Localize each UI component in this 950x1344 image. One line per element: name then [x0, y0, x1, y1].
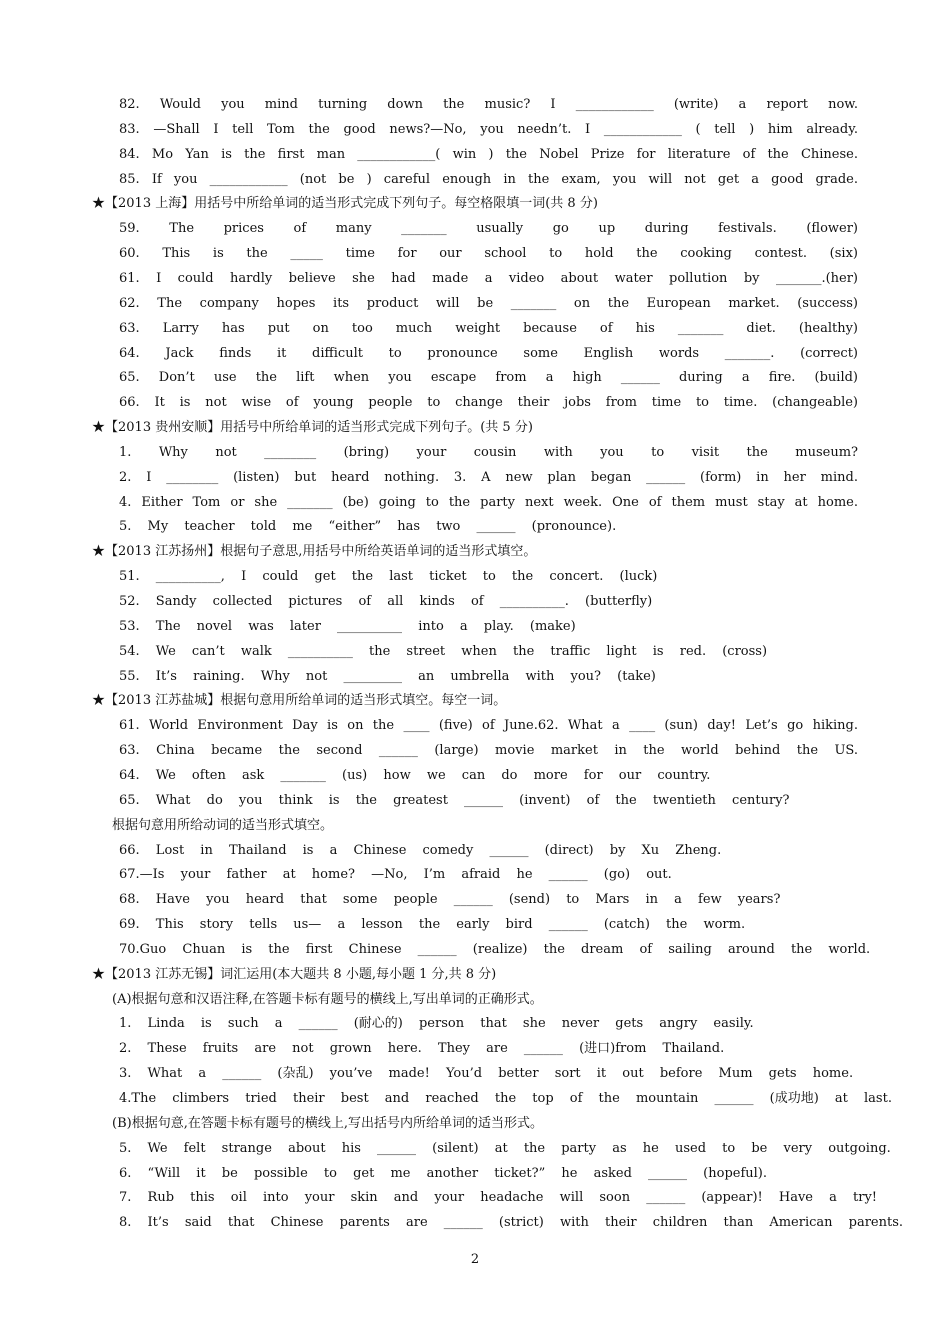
document-line [0, 814, 950, 838]
document-line [0, 1087, 950, 1111]
exercise-item: 85. If you ____________ (not be ) careful enough in the exam, you will not get a good grade. [119, 171, 858, 187]
document-line [0, 366, 950, 390]
document-line [0, 988, 950, 1012]
document-line [0, 565, 950, 589]
exercise-item: 66. Lost in Thailand is a Chinese comedy ______ (direct) by Xu Zheng. [119, 842, 722, 858]
exercise-item: 4.The climbers tried their best and reached the top of the mountain ______ (成功地) at last. [119, 1091, 892, 1106]
document-line [0, 665, 950, 689]
exercise-item: 63. Larry has put on too much weight because of his _______ diet. (healthy) [119, 320, 858, 336]
document-line [0, 466, 950, 490]
document-line [0, 1112, 950, 1136]
exercise-item: 55. It’s raining. Why not _________ an umbrella with you? (take) [119, 668, 656, 684]
document-line [0, 689, 950, 713]
exercise-item: 61. I could hardly believe she had made a video about water pollution by _______.(her) [119, 270, 858, 286]
document-line [0, 1137, 950, 1161]
exercise-item: 1. Linda is such a ______ (耐心的) person that she never gets angry easily. [119, 1016, 754, 1032]
document-line [0, 416, 950, 440]
document-line [0, 540, 950, 564]
exercise-item: 83. —Shall I tell Tom the good news?—No, you needn’t. I ____________ ( tell ) him already. [119, 121, 858, 137]
exercise-item: 65. Don’t use the lift when you escape from a high ______ during a fire. (build) [119, 370, 858, 386]
page-number: 2 [470, 1252, 480, 1267]
section-heading: ★【2013 江苏无锡】词汇运用(本大题共 8 小题,每小题 1 分,共 8 分) [92, 966, 497, 982]
document-line [0, 515, 950, 539]
exercise-item: 82. Would you mind turning down the music? I ____________ (write) a report now. [119, 97, 858, 112]
exercise-item: 3. What a ______ (杂乱) you’ve made! You’d better sort it out before Mum gets home. [119, 1066, 854, 1082]
document-line [0, 118, 950, 142]
document-line [0, 168, 950, 192]
exercise-item: 64. We often ask _______ (us) how we can do more for our country. [119, 767, 711, 783]
document-line [0, 242, 950, 266]
exercise-item: 70.Guo Chuan is the first Chinese ______ (realize) the dream of sailing around the world. [119, 941, 871, 957]
exercise-item: 1. Why not ________ (bring) your cousin with you to visit the museum? [119, 444, 858, 460]
exercise-item: 84. Mo Yan is the first man ____________( win ) the Nobel Prize for literature of the Chinese. [119, 146, 858, 162]
exercise-item: 62. The company hopes its product will be _______ on the European market. (success) [119, 295, 858, 311]
exercise-item: 67.—Is your father at home? —No, I’m afraid he ______ (go) out. [119, 867, 672, 883]
document-line [0, 93, 950, 117]
exercise-item: 60. This is the _____ time for our school to hold the cooking contest. (six) [119, 246, 858, 262]
exercise-item: 65. What do you think is the greatest ______ (invent) of the twentieth century? [119, 792, 790, 808]
document-line [0, 317, 950, 341]
section-instruction: (B)根据句意,在答题卡标有题号的横线上,写出括号内所给单词的适当形式。 [112, 1115, 543, 1131]
document-line [0, 839, 950, 863]
section-heading: ★【2013 江苏扬州】根据句子意思,用括号中所给英语单词的适当形式填空。 [92, 544, 537, 560]
exercise-item: 54. We can’t walk __________ the street when the traffic light is red. (cross) [119, 643, 768, 659]
section-heading: ★【2013 贵州安顺】用括号中所给单词的适当形式完成下列句子。(共 5 分) [92, 420, 533, 436]
exercise-item: 52. Sandy collected pictures of all kinds of __________. (butterfly) [119, 594, 653, 609]
exercise-item: 51. __________, I could get the last ticket to the concert. (luck) [119, 569, 658, 585]
document-line [0, 267, 950, 291]
document-line [0, 963, 950, 987]
section-instruction: 根据句意用所给动词的适当形式填空。 [112, 817, 334, 833]
document-line [0, 217, 950, 241]
document-line [0, 590, 950, 614]
exercise-item: 7. Rub this oil into your skin and your headache will soon ______ (appear)! Have a try! [119, 1190, 878, 1206]
document-line [0, 615, 950, 639]
document-line [0, 143, 950, 167]
document-line [0, 913, 950, 937]
document-line [0, 789, 950, 813]
document-line [0, 739, 950, 763]
exercise-item: 2. These fruits are not grown here. They are ______ (进口)from Thailand. [119, 1041, 725, 1057]
exercise-item: 2. I ________ (listen) but heard nothing. 3. A new plan began ______ (form) in her mind. [119, 469, 858, 485]
document-line [0, 1062, 950, 1086]
section-heading: ★【2013 江苏盐城】根据句意用所给单词的适当形式填空。每空一词。 [92, 693, 507, 709]
document-line [0, 1162, 950, 1186]
exercise-item: 53. The novel was later __________ into a play. (make) [119, 618, 576, 634]
section-heading: ★【2013 上海】用括号中所给单词的适当形式完成下列句子。每空格限填一词(共 8 分) [92, 196, 598, 212]
exercise-item: 4. Either Tom or she _______ (be) going to the party next week. One of them must stay at home. [119, 494, 858, 510]
section-instruction: (A)根据句意和汉语注释,在答题卡标有题号的横线上,写出单词的正确形式。 [112, 991, 543, 1007]
exercise-item: 6. “Will it be possible to get me another ticket?” he asked ______ (hopeful). [119, 1165, 768, 1181]
exercise-item: 68. Have you heard that some people ______ (send) to Mars in a few years? [119, 892, 781, 908]
document-line [0, 764, 950, 788]
document-line [0, 342, 950, 366]
exercise-item: 61. World Environment Day is on the ____ (five) of June.62. What a ____ (sun) day! Let’s go hiking. [119, 718, 858, 734]
exercise-item: 66. It is not wise of young people to change their jobs from time to time. (changeable) [119, 395, 858, 411]
exercise-item: 59. The prices of many _______ usually go up during festivals. (flower) [119, 221, 858, 237]
document-line [0, 1186, 950, 1210]
document-line [0, 1012, 950, 1036]
exercise-item: 8. It’s said that Chinese parents are ______ (strict) with their children than American parents. [119, 1215, 904, 1231]
exercise-item: 69. This story tells us— a lesson the early bird ______ (catch) the worm. [119, 917, 746, 933]
exercise-item: 5. My teacher told me “either” has two ______ (pronounce). [119, 519, 617, 535]
exercise-item: 5. We felt strange about his ______ (silent) at the party as he used to be very outgoing. [119, 1140, 891, 1156]
exercise-item: 64. Jack finds it difficult to pronounce some English words _______. (correct) [119, 345, 858, 361]
document-line [0, 192, 950, 216]
document-line [0, 888, 950, 912]
document-line [0, 938, 950, 962]
document-line [0, 292, 950, 316]
document-line [0, 441, 950, 465]
document-line [0, 391, 950, 415]
document-line [0, 714, 950, 738]
exercise-item: 63. China became the second ______ (large) movie market in the world behind the US. [119, 743, 858, 759]
document-line [0, 1211, 950, 1235]
document-line [0, 491, 950, 515]
document-line [0, 863, 950, 887]
document-line [0, 1037, 950, 1061]
document-line [0, 640, 950, 664]
